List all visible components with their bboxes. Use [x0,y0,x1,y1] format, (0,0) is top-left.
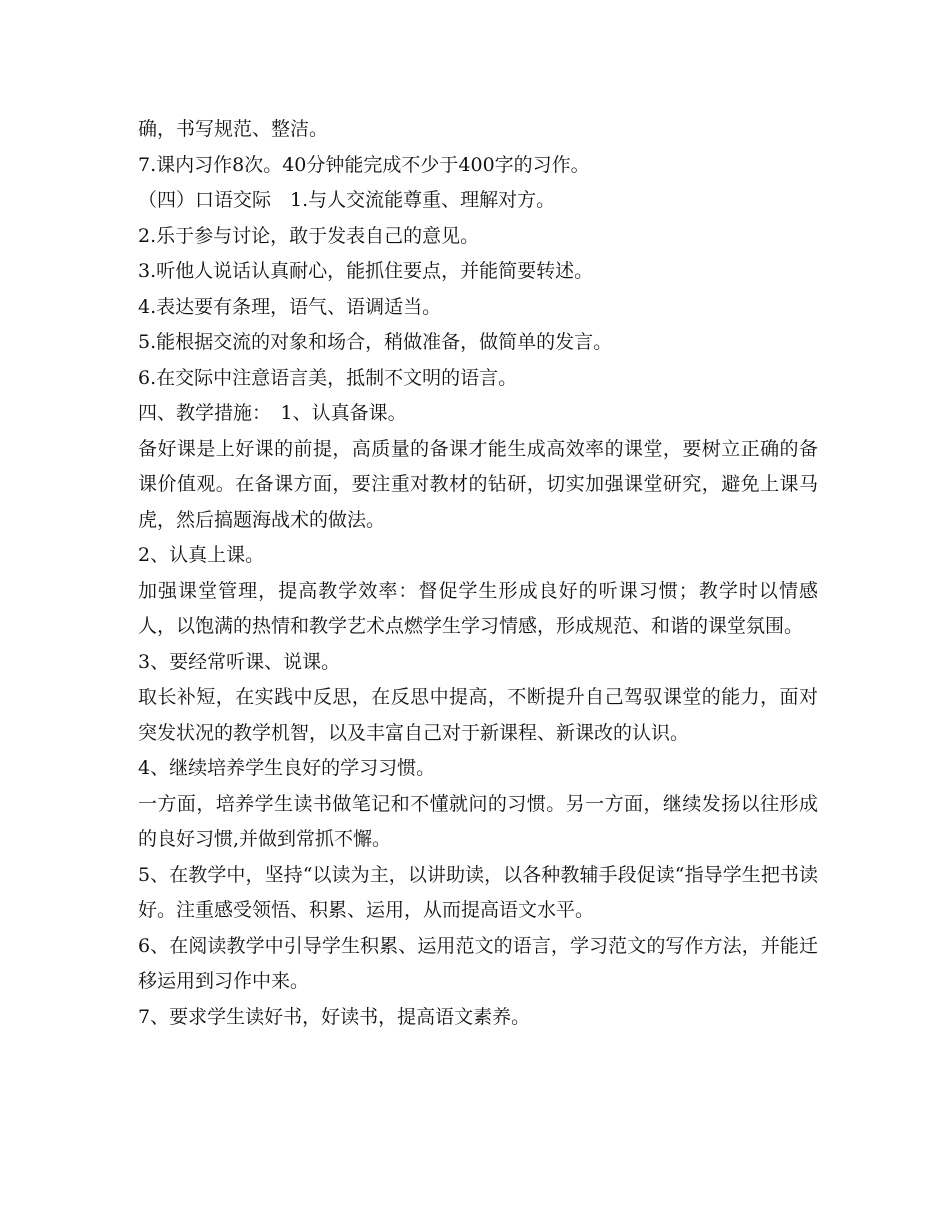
paragraph: 7、要求学生读好书，好读书，提高语文素养。 [138,1005,531,1028]
paragraph: 7.课内习作8次。40分钟能完成不少于400字的习作。 [138,153,590,176]
paragraph: 6.在交际中注意语言美，抵制不文明的语言。 [138,366,518,389]
paragraph: 取长补短，在实践中反思，在反思中提高，不断提升自己驾驭课堂的能力，面对突发状况的教学机智，以及丰富自己对于新课程、新课改的认识。 [138,686,818,744]
paragraph: 确，书写规范、整洁。 [138,118,329,140]
paragraph: 备好课是上好课的前提，高质量的备课才能生成高效率的课堂，要树立正确的备课价值观。在备课方面，要注重对教材的钻研，切实加强课堂研究，避免上课马虎，然后搞题海战术的做法。 [138,437,818,531]
paragraph: 5、在教学中，坚持“以读为主，以讲助读，以各种教辅手段促读“指导学生把书读好。注重感受领悟、积累、运用，从而提高语文水平。 [138,863,818,921]
paragraph: 2.乐于参与讨论，敢于发表自己的意见。 [138,224,480,247]
subheading: 4、继续培养学生良好的学习习惯。 [138,757,436,779]
subheading: 3、要经常听课、说课。 [138,650,341,673]
paragraph: （四）口语交际 1.与人交流能尊重、理解对方。 [138,189,556,211]
document-body [138,112,818,1035]
subheading: 2、认真上课。 [138,544,265,566]
paragraph: 3.听他人说话认真耐心，能抓住要点，并能简要转述。 [138,260,594,282]
paragraph: 5.能根据交流的对象和场合，稍做准备，做简单的发言。 [138,331,613,353]
paragraph: 一方面，培养学生读书做笔记和不懂就问的习惯。另一方面，继续发扬以往形成的良好习惯,并做到常抓不懈。 [138,792,818,850]
paragraph: 4.表达要有条理，语气、语调适当。 [138,295,442,318]
section-heading: 四、教学措施： 1、认真备课。 [138,402,407,424]
paragraph: 6、在阅读教学中引导学生积累、运用范文的语言，学习范文的写作方法，并能迁移运用到习作中来。 [138,934,818,992]
paragraph: 加强课堂管理，提高教学效率：督促学生形成良好的听课习惯；教学时以情感人，以饱满的热情和教学艺术点燃学生学习情感，形成规范、和谐的课堂氛围。 [138,579,818,637]
